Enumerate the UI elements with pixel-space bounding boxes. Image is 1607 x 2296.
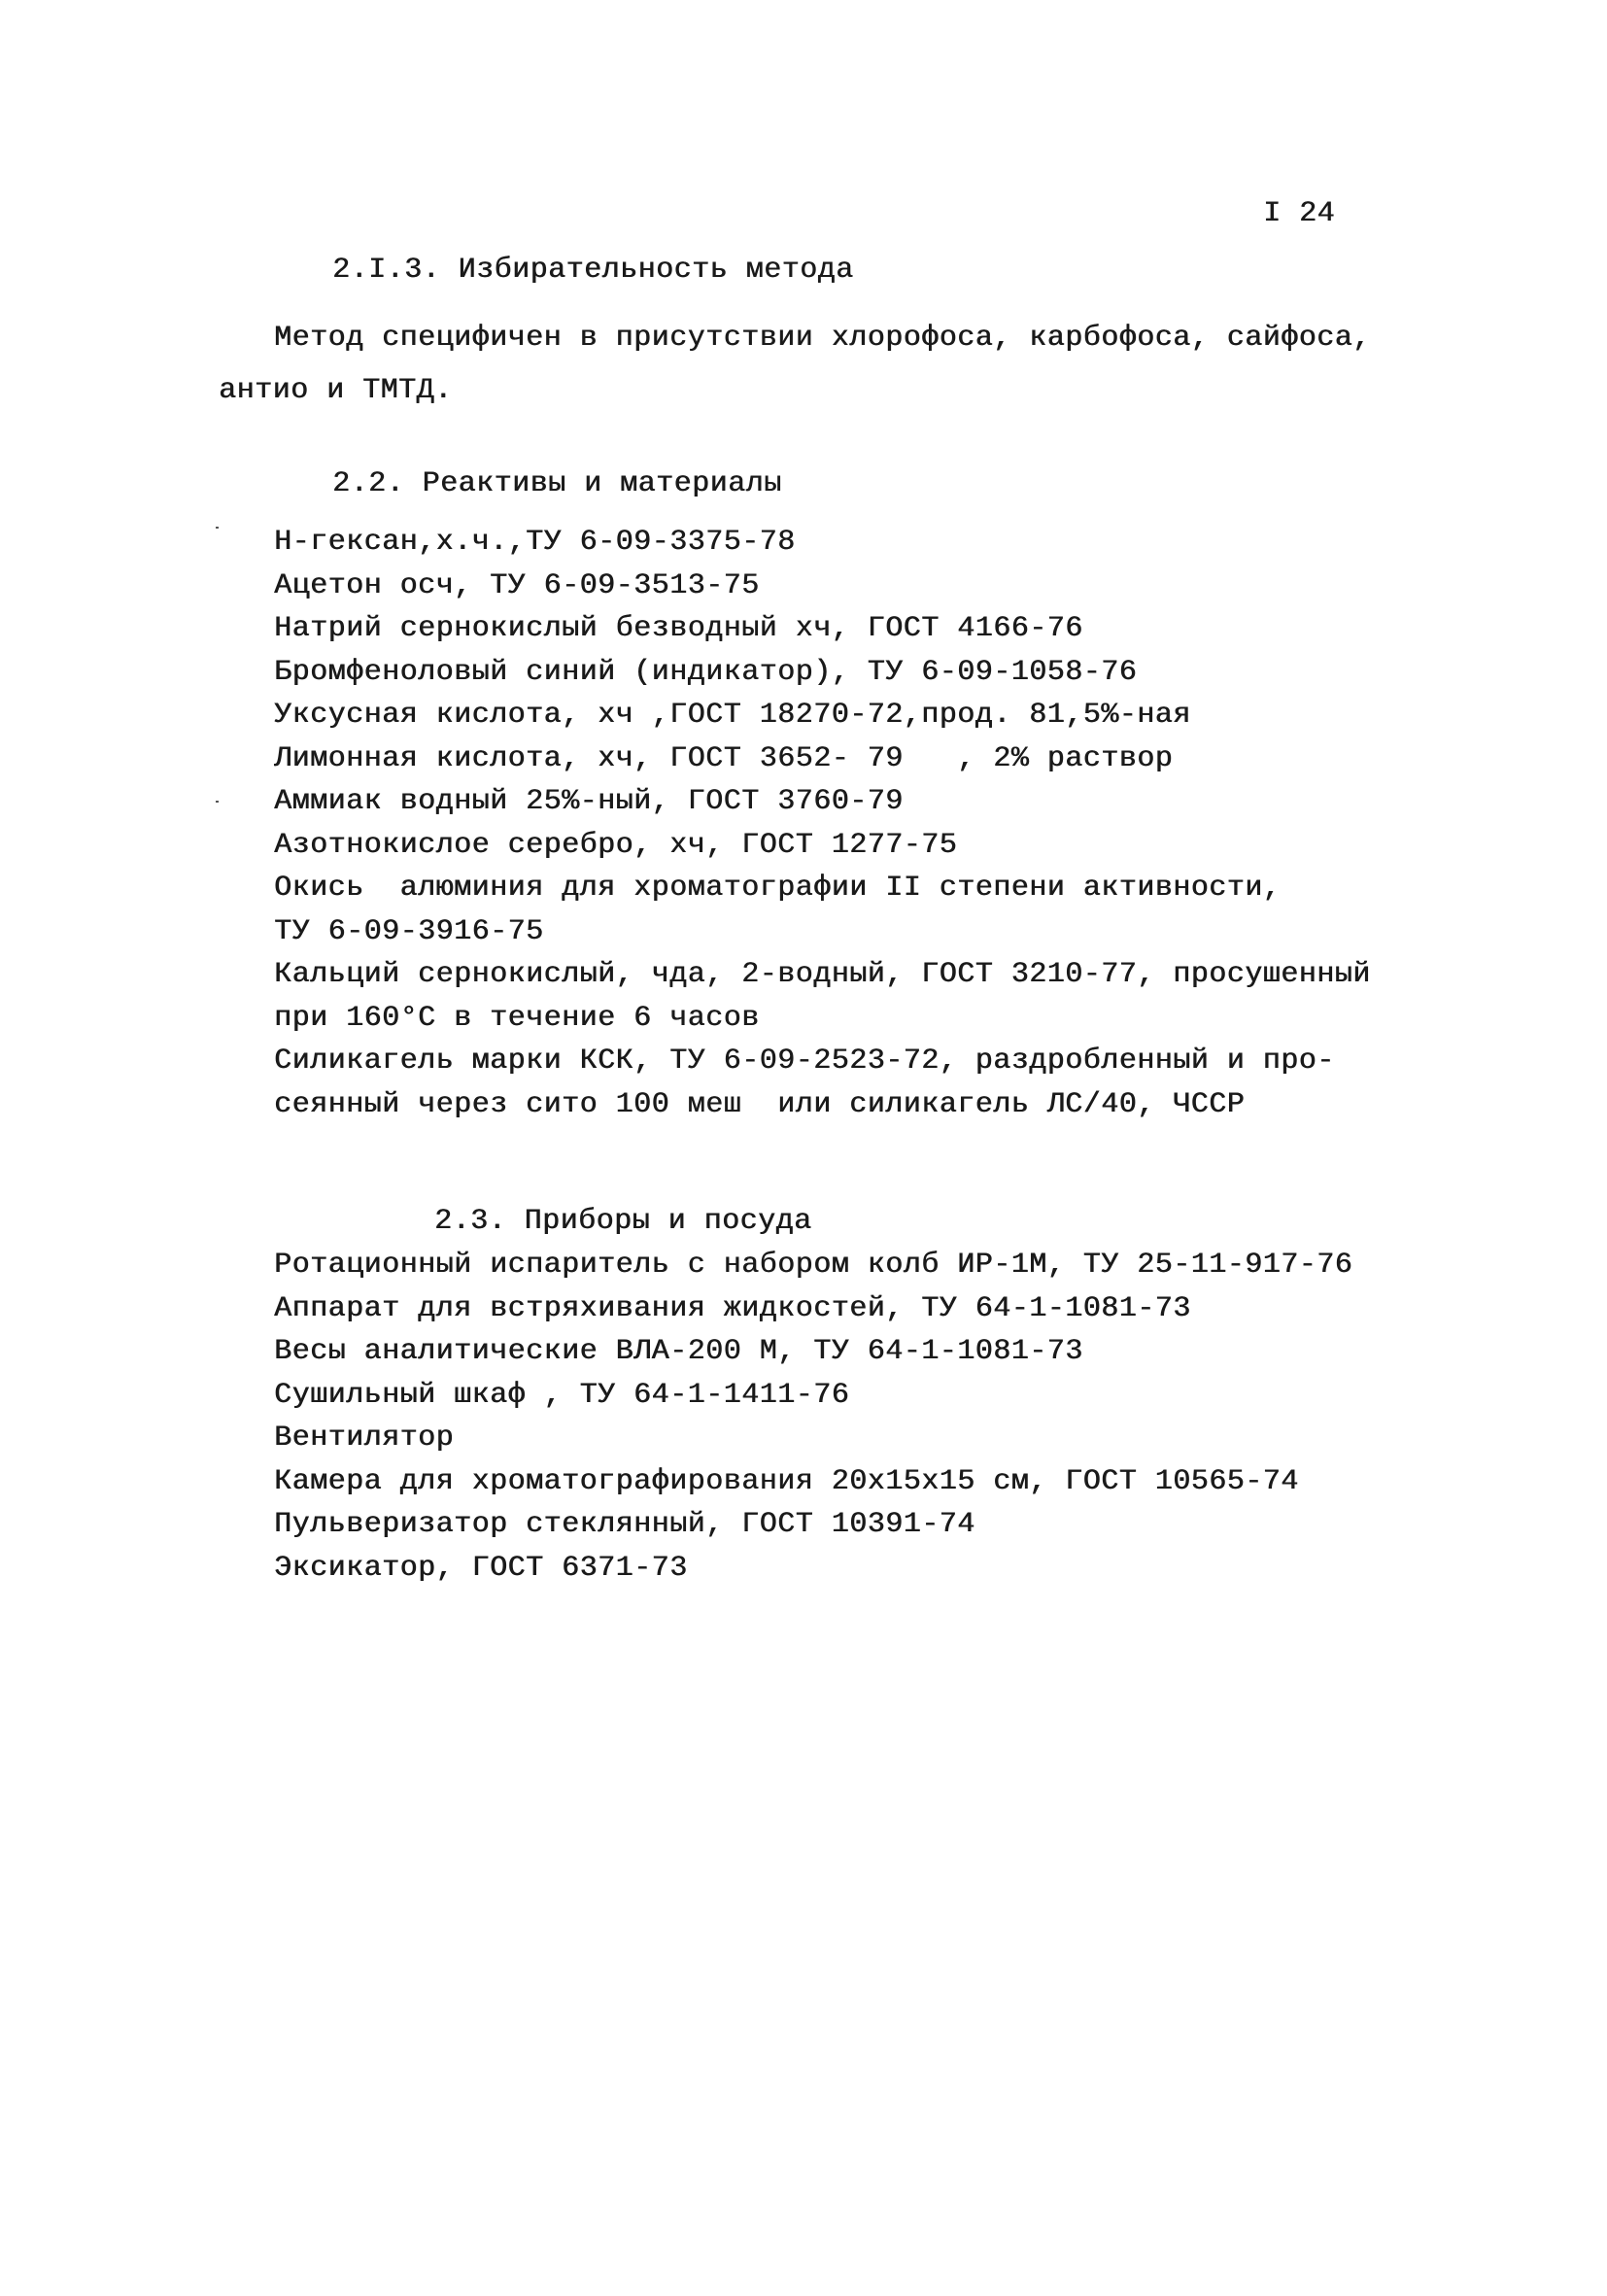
list-item: Аппарат для встряхивания жидкостей, ТУ 64-1-1081-73 [274,1291,1191,1325]
list-item: Уксусная кислота, хч ,ГОСТ 18270-72,прод. 81,5%-ная [274,699,1191,732]
section-heading-selectivity: 2.I.3. Избирательность метода [332,254,854,287]
scan-speck [216,527,219,529]
scan-speck [216,801,219,803]
list-item: Натрий сернокислый безводный хч, ГОСТ 4166-76 [274,612,1083,645]
list-item: Ротационный испаритель с набором колб ИР-1М, ТУ 25-11-917-76 [274,1249,1353,1282]
list-item: Эксикатор, ГОСТ 6371-73 [274,1551,688,1585]
page-number: I 24 [1263,197,1336,230]
list-item: Аммиак водный 25%-ный, ГОСТ 3760-79 [274,785,904,818]
list-item: сеянный через сито 100 меш или силикагель ЛС/40, ЧССР [274,1087,1246,1121]
section-heading-reagents: 2.2. Реактивы и материалы [332,467,782,500]
paragraph-line: Метод специфичен в присутствии хлорофоса, карбофоса, сайфоса, [274,322,1371,355]
list-item: Азотнокислое серебро, хч, ГОСТ 1277-75 [274,828,958,862]
list-item: Н-гексан,х.ч.,ТУ 6-09-3375-78 [274,526,796,559]
list-item: Ацетон осч, ТУ 6-09-3513-75 [274,568,760,602]
list-item: Пульверизатор стеклянный, ГОСТ 10391-74 [274,1508,975,1541]
list-item: Камера для хроматографирования 20х15х15 см, ГОСТ 10565-74 [274,1464,1299,1498]
reagents-list [274,523,1371,1128]
equipment-list [274,1246,1352,1592]
list-item: при 160°С в течение 6 часов [274,1001,760,1035]
list-item: Сушильный шкаф , ТУ 64-1-1411-76 [274,1378,850,1412]
list-item: Вентилятор [274,1422,455,1455]
section-heading-equipment: 2.3. Приборы и посуда [434,1205,812,1238]
list-item: Окись алюминия для хроматографии II степени активности, [274,872,1282,905]
list-item: Силикагель марки КСК, ТУ 6-09-2523-72, раздробленный и про- [274,1045,1335,1078]
list-item: Весы аналитические ВЛА-200 М, ТУ 64-1-1081-73 [274,1335,1083,1368]
paragraph-line: антио и ТМТД. [219,374,453,407]
list-item: Кальций сернокислый, чда, 2-водный, ГОСТ 3210-77, просушенный [274,958,1371,991]
list-item: Лимонная кислота, хч, ГОСТ 3652- 79 , 2% раствор [274,741,1174,775]
list-item: ТУ 6-09-3916-75 [274,914,544,948]
list-item: Бромфеноловый синий (индикатор), ТУ 6-09-1058-76 [274,655,1138,689]
